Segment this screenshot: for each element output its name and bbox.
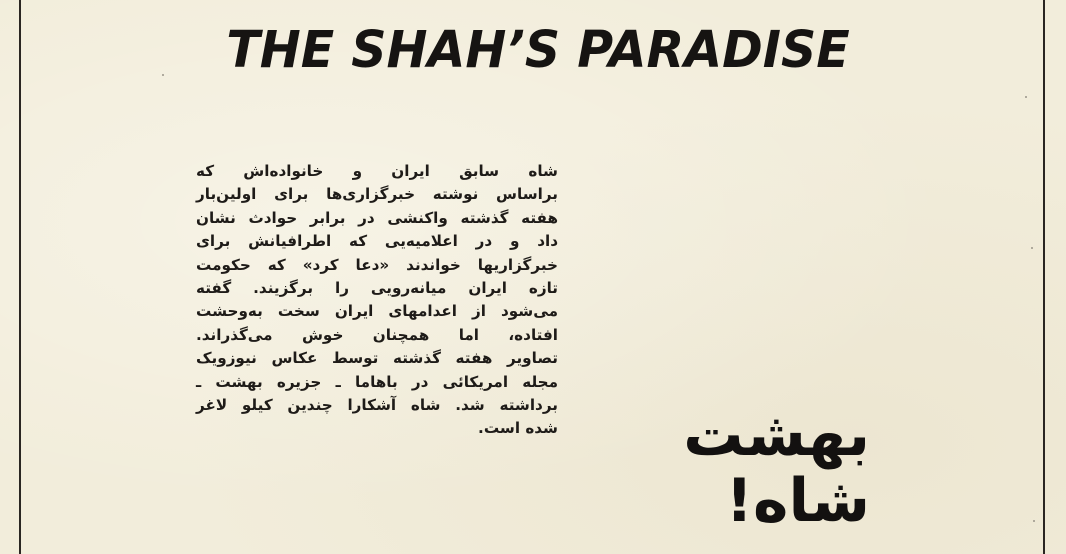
article-line: مجله امریکائی در باهاما ـ جزیره بهشت ـ <box>196 372 558 391</box>
article-line: شده است. <box>478 419 558 438</box>
article-line: برداشته شد. شاه آشکارا چندین کیلو لاغر <box>196 396 558 415</box>
article-line: خبرگزاریها خواندند «دعا کرد» که حکومت <box>196 255 558 274</box>
paper-speck <box>162 74 164 76</box>
persian-headline: بهشت شاه! <box>683 400 870 536</box>
article-body <box>196 160 558 441</box>
paper-speck <box>1025 96 1027 98</box>
article-line: می‌شود از اعدامهای ایران سخت به‌وحشت <box>196 302 558 321</box>
article-line: هفته گذشته واکنشی در برابر حوادث نشان <box>196 208 558 227</box>
article-line: داد و در اعلامیه‌یی که اطرافیانش برای <box>196 232 558 251</box>
article-line: تازه ایران میانه‌رویی را برگزیند. گفته <box>196 279 558 298</box>
paper-speck <box>1031 247 1033 249</box>
article-line: شاه سابق ایران و خانواده‌اش که <box>196 162 558 180</box>
english-title: THE SHAH’S PARADISE <box>226 21 850 80</box>
paper-speck <box>1033 520 1035 522</box>
article-line: افتاده، اما همچنان خوش می‌گذراند. <box>196 325 558 344</box>
right-column-rule <box>1043 0 1045 554</box>
article-line: تصاویر هفته گذشته توسط عکاس نیوزویک <box>196 349 558 368</box>
left-column-rule <box>19 0 21 554</box>
article-line: براساس نوشته خبرگزاری‌ها برای اولین‌بار <box>196 185 558 204</box>
